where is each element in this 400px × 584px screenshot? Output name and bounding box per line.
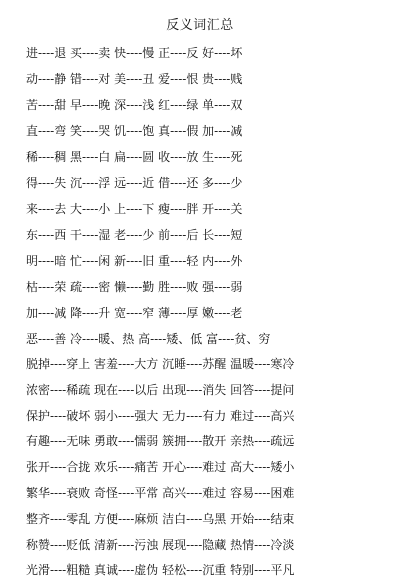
antonym-line: 脱掉----穿上 害羞----大方 沉睡----苏醒 温暖----寒冷	[26, 357, 295, 371]
page-title: 反义词汇总	[166, 18, 234, 33]
antonym-line: 得----失 沉----浮 远----近 借----还 多----少	[26, 176, 243, 190]
antonym-line: 恶----善 冷----暖、热 高----矮、低 富----贫、穷	[26, 332, 271, 346]
antonym-line: 张开----合拢 欢乐----痛苦 开心----难过 高大----矮小	[26, 460, 295, 475]
antonym-line: 直----弯 笑----哭 饥----饱 真----假 加----减	[26, 124, 243, 138]
antonym-line: 浓密----稀疏 现在----以后 出现----消失 回答----提问	[26, 382, 295, 397]
antonym-line: 苦----甜 早----晚 深----浅 红----绿 单----双	[26, 98, 243, 112]
antonym-line: 明----暗 忙----闲 新----旧 重----轻 内----外	[26, 254, 243, 268]
antonym-line: 繁华----衰败 奇怪----平常 高兴----难过 容易----困难	[26, 485, 295, 500]
antonym-line: 光滑----粗糙 真诚----虚伪 轻松----沉重 特别----平凡	[26, 563, 295, 578]
antonym-line: 加----减 降----升 宽----窄 薄----厚 嫩----老	[26, 306, 243, 320]
antonym-line: 保护----破坏 弱小----强大 无力----有力 难过----高兴	[26, 408, 295, 423]
antonym-line: 有趣----无味 勇敢----懦弱 簇拥----散开 亲热----疏远	[26, 434, 295, 449]
antonym-line: 东----西 干----湿 老----少 前----后 长----短	[26, 228, 243, 242]
antonym-line: 稀----稠 黑----白 扁----圆 收----放 生----死	[26, 150, 243, 164]
antonym-line: 整齐----零乱 方便----麻烦 洁白----乌黑 开始----结束	[26, 511, 295, 526]
antonym-line: 枯----荣 疏----密 懒----勤 胜----败 强----弱	[26, 280, 243, 294]
antonym-list	[26, 40, 386, 584]
antonym-line: 来----去 大----小 上----下 瘦----胖 开----关	[26, 202, 243, 216]
antonym-line: 称赞----贬低 清新----污浊 展现----隐藏 热情----冷淡	[26, 537, 295, 552]
antonym-line: 动----静 错----对 美----丑 爱----恨 贵----贱	[26, 72, 243, 86]
antonym-line: 进----退 买----卖 快----慢 正----反 好----坏	[26, 46, 243, 60]
